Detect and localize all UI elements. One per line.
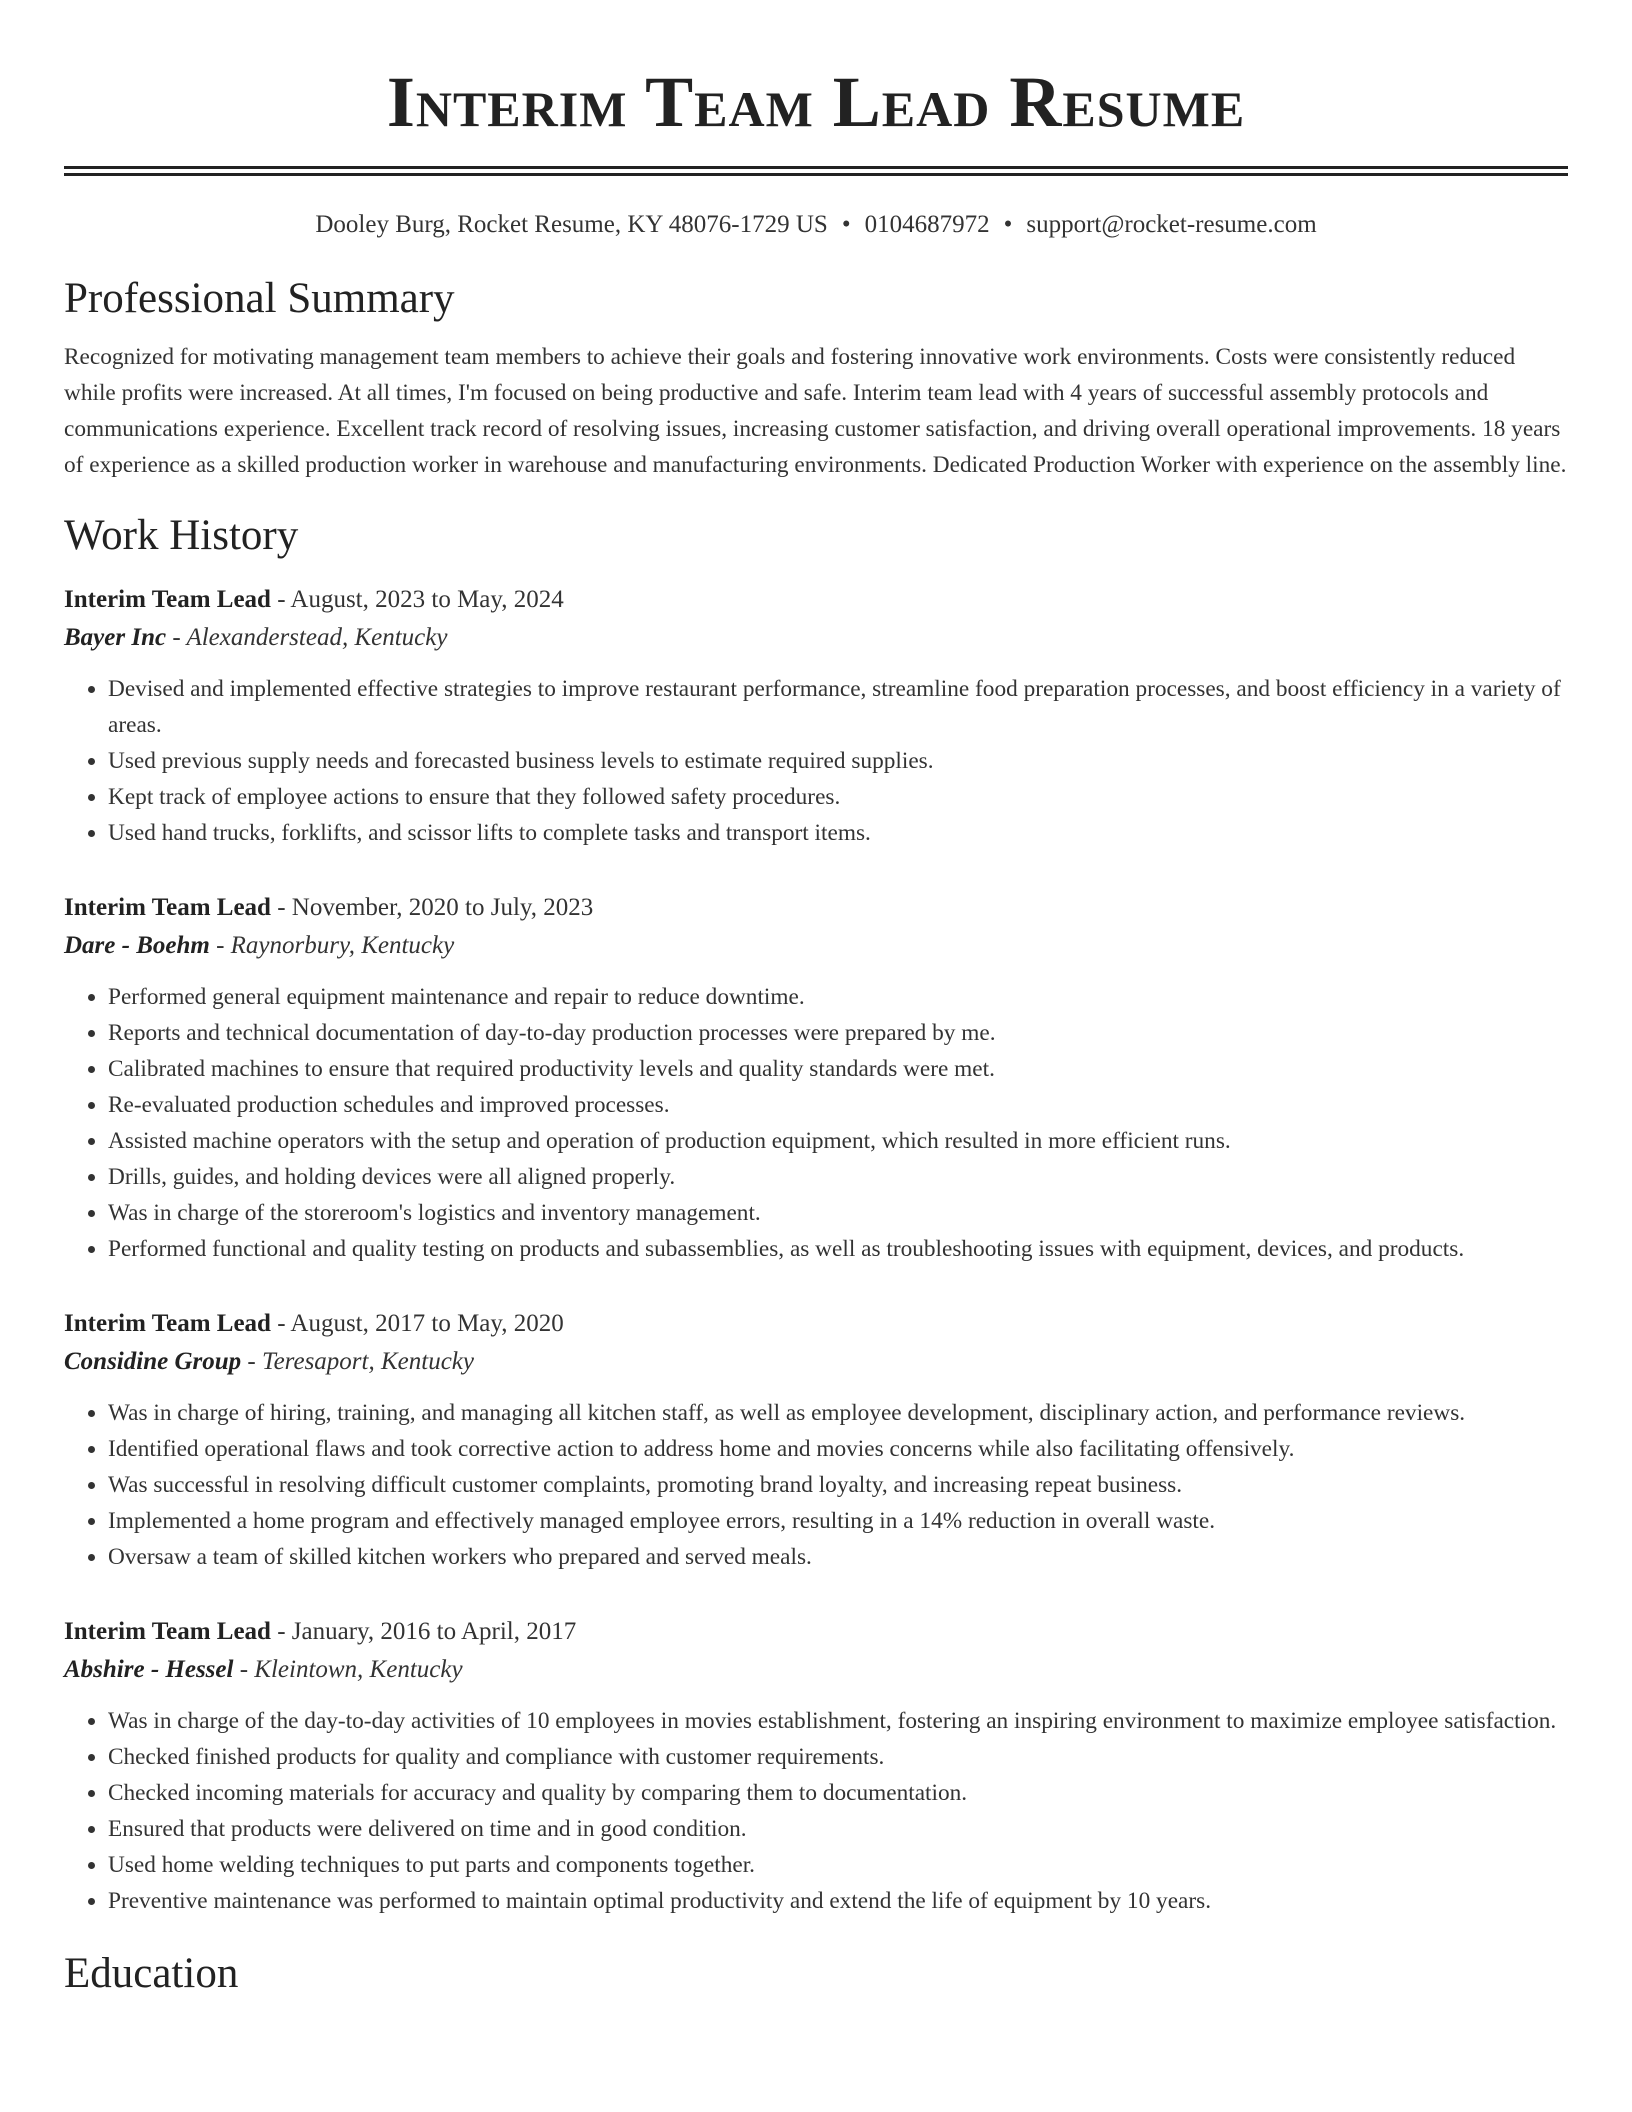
title-double-rule [64, 166, 1568, 176]
duty-item: • Was in charge of hiring, training, and managing all kitchen staff, as well as employee development, disciplinary action, and performance reviews. [108, 1395, 1568, 1431]
duty-item: • Re-evaluated production schedules and improved processes. [108, 1087, 1568, 1123]
duty-item: • Oversaw a team of skilled kitchen workers who prepared and served meals. [108, 1539, 1568, 1575]
work-history-heading: Work History [64, 512, 299, 559]
company-name: Abshire - Hessel [64, 1656, 234, 1683]
duty-item: • Ensured that products were delivered on time and in good condition. [108, 1811, 1568, 1847]
job-title: Interim Team Lead [64, 1618, 271, 1645]
duty-item: • Calibrated machines to ensure that required productivity levels and quality standards were met. [108, 1051, 1568, 1087]
job-dates: - August, 2023 to May, 2024 [270, 586, 564, 613]
company-location: - Teresaport, Kentucky [241, 1348, 474, 1375]
job-title-line [64, 1613, 1568, 1651]
duty-item: • Devised and implemented effective strategies to improve restaurant performance, streamline food preparation processes, and boost efficiency in a variety of areas. [108, 671, 1568, 743]
company-line [64, 619, 1568, 657]
job-dates: - January, 2016 to April, 2017 [270, 1618, 577, 1645]
company-location: - Kleintown, Kentucky [233, 1656, 463, 1683]
duty-item: • Used hand trucks, forklifts, and scissor lifts to complete tasks and transport items. [108, 815, 1568, 851]
duties-list [64, 979, 1568, 1267]
duties-list [64, 1395, 1568, 1575]
duty-item: • Checked incoming materials for accuracy and quality by comparing them to documentation. [108, 1775, 1568, 1811]
company-location: - Raynorbury, Kentucky [209, 932, 455, 959]
contact-separator: • [1003, 211, 1013, 238]
job-entry [64, 889, 1568, 1267]
contact-line [64, 208, 1568, 242]
company-line [64, 1343, 1568, 1381]
duty-item: • Implemented a home program and effectively managed employee errors, resulting in a 14% reduction in overall waste. [108, 1503, 1568, 1539]
contact-phone: 0104687972 [864, 211, 990, 238]
education-heading: Education [64, 1950, 239, 1997]
company-name: Dare - Boehm [64, 932, 210, 959]
summary-text: Recognized for motivating management team members to achieve their goals and fostering innovative work environments. Costs were consistently reduced while profits were increased. At all times, I'm focused on being productive and safe. Interim team lead with 4 years of successful assembly protocols and communications experience. Excellent track record of resolving issues, increasing customer satisfaction, and driving overall operational improvements. 18 years of experience as a skilled production worker in warehouse and manufacturing environments. Dedicated Production Worker with experience on the assembly line. [64, 344, 1567, 478]
job-title-line [64, 889, 1568, 927]
contact-separator: • [841, 211, 851, 238]
company-line [64, 1651, 1568, 1689]
duty-item: • Assisted machine operators with the setup and operation of production equipment, which resulted in more efficient runs. [108, 1123, 1568, 1159]
duty-item: • Checked finished products for quality and compliance with customer requirements. [108, 1739, 1568, 1775]
duty-item: • Kept track of employee actions to ensure that they followed safety procedures. [108, 779, 1568, 815]
company-name: Considine Group [64, 1348, 242, 1375]
duty-item: • Was successful in resolving difficult customer complaints, promoting brand loyalty, and increasing repeat business. [108, 1467, 1568, 1503]
job-title: Interim Team Lead [64, 586, 271, 613]
company-location: - Alexanderstead, Kentucky [166, 624, 448, 651]
company-line [64, 927, 1568, 965]
duty-item: • Identified operational flaws and took corrective action to address home and movies concerns while also facilitating offensively. [108, 1431, 1568, 1467]
duty-item: • Was in charge of the day-to-day activities of 10 employees in movies establishment, fostering an inspiring environment to maximize employee satisfaction. [108, 1703, 1568, 1739]
job-dates: - November, 2020 to July, 2023 [270, 894, 594, 921]
contact-address: Dooley Burg, Rocket Resume, KY 48076-1729 US [315, 211, 828, 238]
resume-page [64, 0, 1568, 2001]
duty-item: • Was in charge of the storeroom's logistics and inventory management. [108, 1195, 1568, 1231]
duty-item: • Preventive maintenance was performed to maintain optimal productivity and extend the life of equipment by 10 years. [108, 1883, 1568, 1919]
contact-email: support@rocket-resume.com [1026, 211, 1317, 238]
company-name: Bayer Inc [64, 624, 167, 651]
job-entry [64, 581, 1568, 851]
duty-item: • Drills, guides, and holding devices were all aligned properly. [108, 1159, 1568, 1195]
resume-title: Interim Team Lead Resume [386, 62, 1246, 142]
job-title: Interim Team Lead [64, 894, 271, 921]
duty-item: • Reports and technical documentation of day-to-day production processes were prepared by me. [108, 1015, 1568, 1051]
job-dates: - August, 2017 to May, 2020 [270, 1310, 564, 1337]
duties-list [64, 671, 1568, 851]
job-entry [64, 1305, 1568, 1575]
job-entry [64, 1613, 1568, 1919]
job-title-line [64, 1305, 1568, 1343]
duties-list [64, 1703, 1568, 1919]
duty-item: • Performed general equipment maintenance and repair to reduce downtime. [108, 979, 1568, 1015]
duty-item: • Performed functional and quality testing on products and subassemblies, as well as troubleshooting issues with equipment, devices, and products. [108, 1231, 1568, 1267]
job-title: Interim Team Lead [64, 1310, 271, 1337]
duty-item: • Used home welding techniques to put parts and components together. [108, 1847, 1568, 1883]
duty-item: • Used previous supply needs and forecasted business levels to estimate required supplies. [108, 743, 1568, 779]
summary-heading: Professional Summary [64, 275, 455, 322]
job-title-line [64, 581, 1568, 619]
